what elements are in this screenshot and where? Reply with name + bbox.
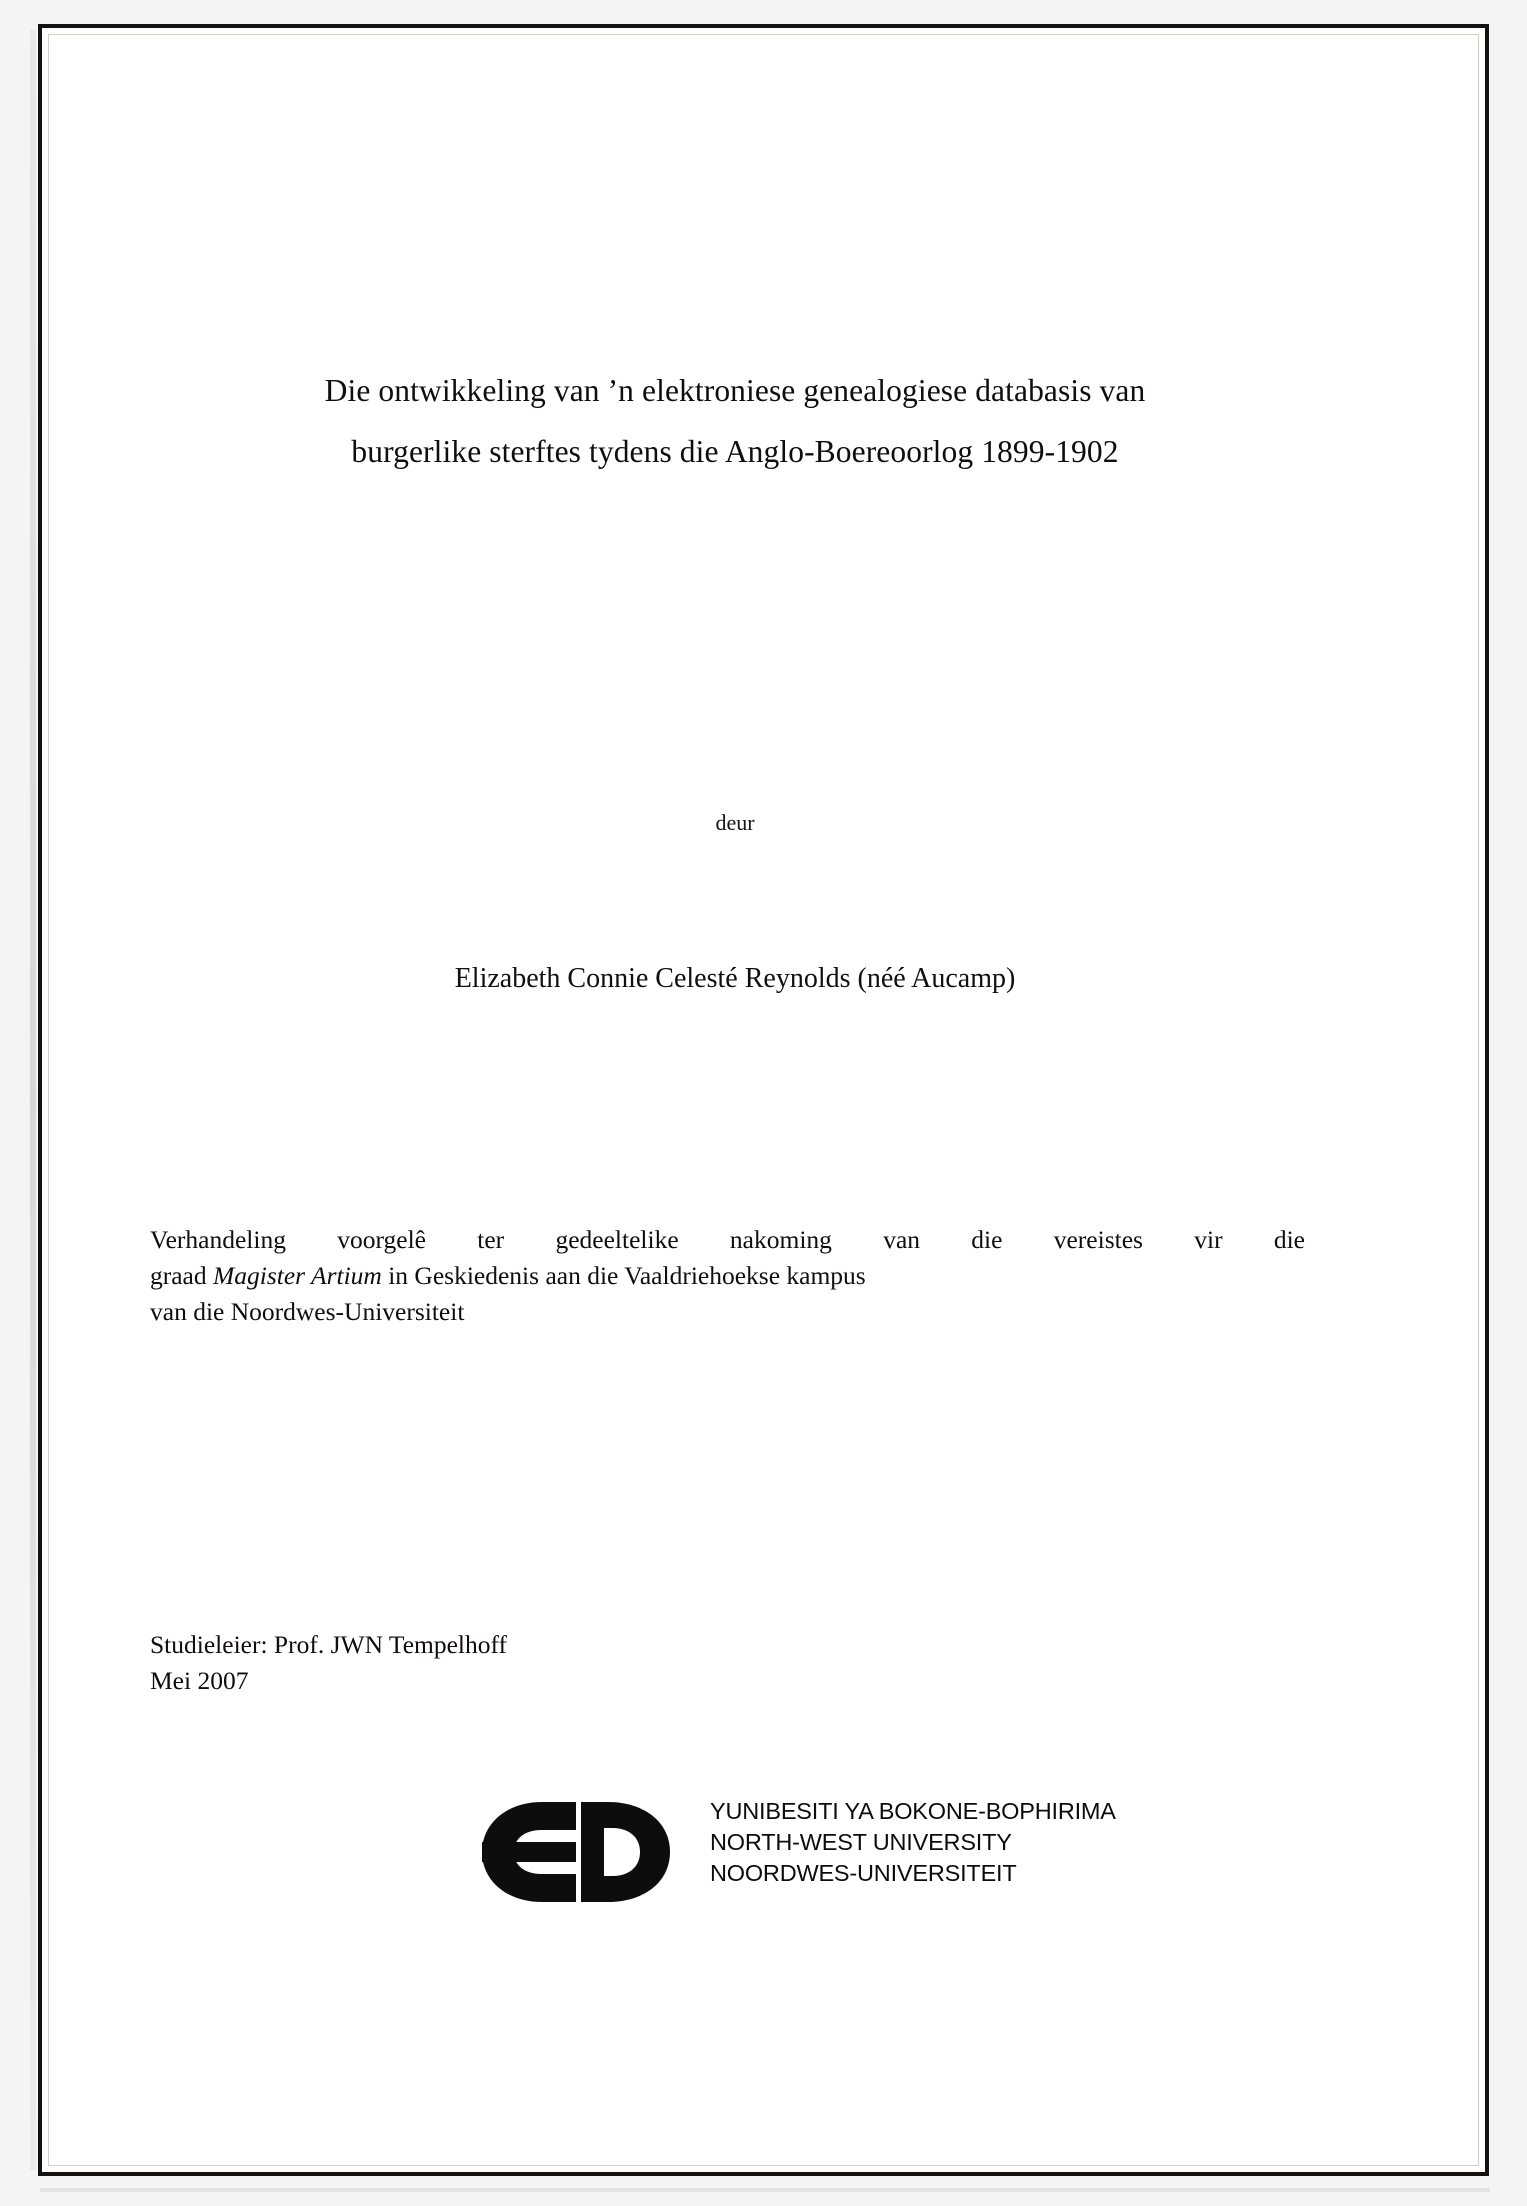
logo-text-line-1: YUNIBESITI YA BOKONE-BOPHIRIMA <box>710 1798 1116 1824</box>
degree-line2-prefix: graad <box>150 1261 214 1291</box>
title-line-2: burgerlike sterftes tydens die Anglo-Boereoorlog 1899-1902 <box>351 434 1119 470</box>
scan-edge-shadow <box>30 30 36 2170</box>
date-line: Mei 2007 <box>150 1665 249 1695</box>
title-line-1: Die ontwikkeling van ’n elektroniese genealogiese databasis van <box>324 373 1146 408</box>
supervisor-and-date <box>150 1627 507 1698</box>
university-logo-text <box>710 1796 1116 1889</box>
degree-statement <box>150 1222 1305 1331</box>
degree-statement-line-2 <box>150 1258 1305 1294</box>
supervisor-line: Studieleier: Prof. JWN Tempelhoff <box>150 1630 508 1659</box>
byline-label: deur <box>715 810 755 835</box>
degree-name-italic: Magister Artium <box>213 1261 382 1291</box>
author-name: Elizabeth Connie Celesté Reynolds (néé Aucamp) <box>454 963 1016 994</box>
logo-text-line-3: NOORDWES-UNIVERSITEIT <box>710 1860 1017 1887</box>
university-logo-block <box>470 1790 1116 1910</box>
degree-line2-suffix: in Geskiedenis aan die Vaaldriehoekse kampus <box>381 1261 866 1291</box>
nwu-emblem-icon <box>480 1798 675 1906</box>
degree-statement-line-3: van die Noordwes-Universiteit <box>150 1297 465 1327</box>
title-page-content <box>150 0 1320 2206</box>
thesis-title <box>150 360 1320 483</box>
logo-text-line-2: NORTH-WEST UNIVERSITY <box>710 1829 1012 1856</box>
degree-statement-line-1: Verhandeling voorgelê ter gedeeltelike nakoming van die vereistes vir die <box>150 1225 1305 1254</box>
